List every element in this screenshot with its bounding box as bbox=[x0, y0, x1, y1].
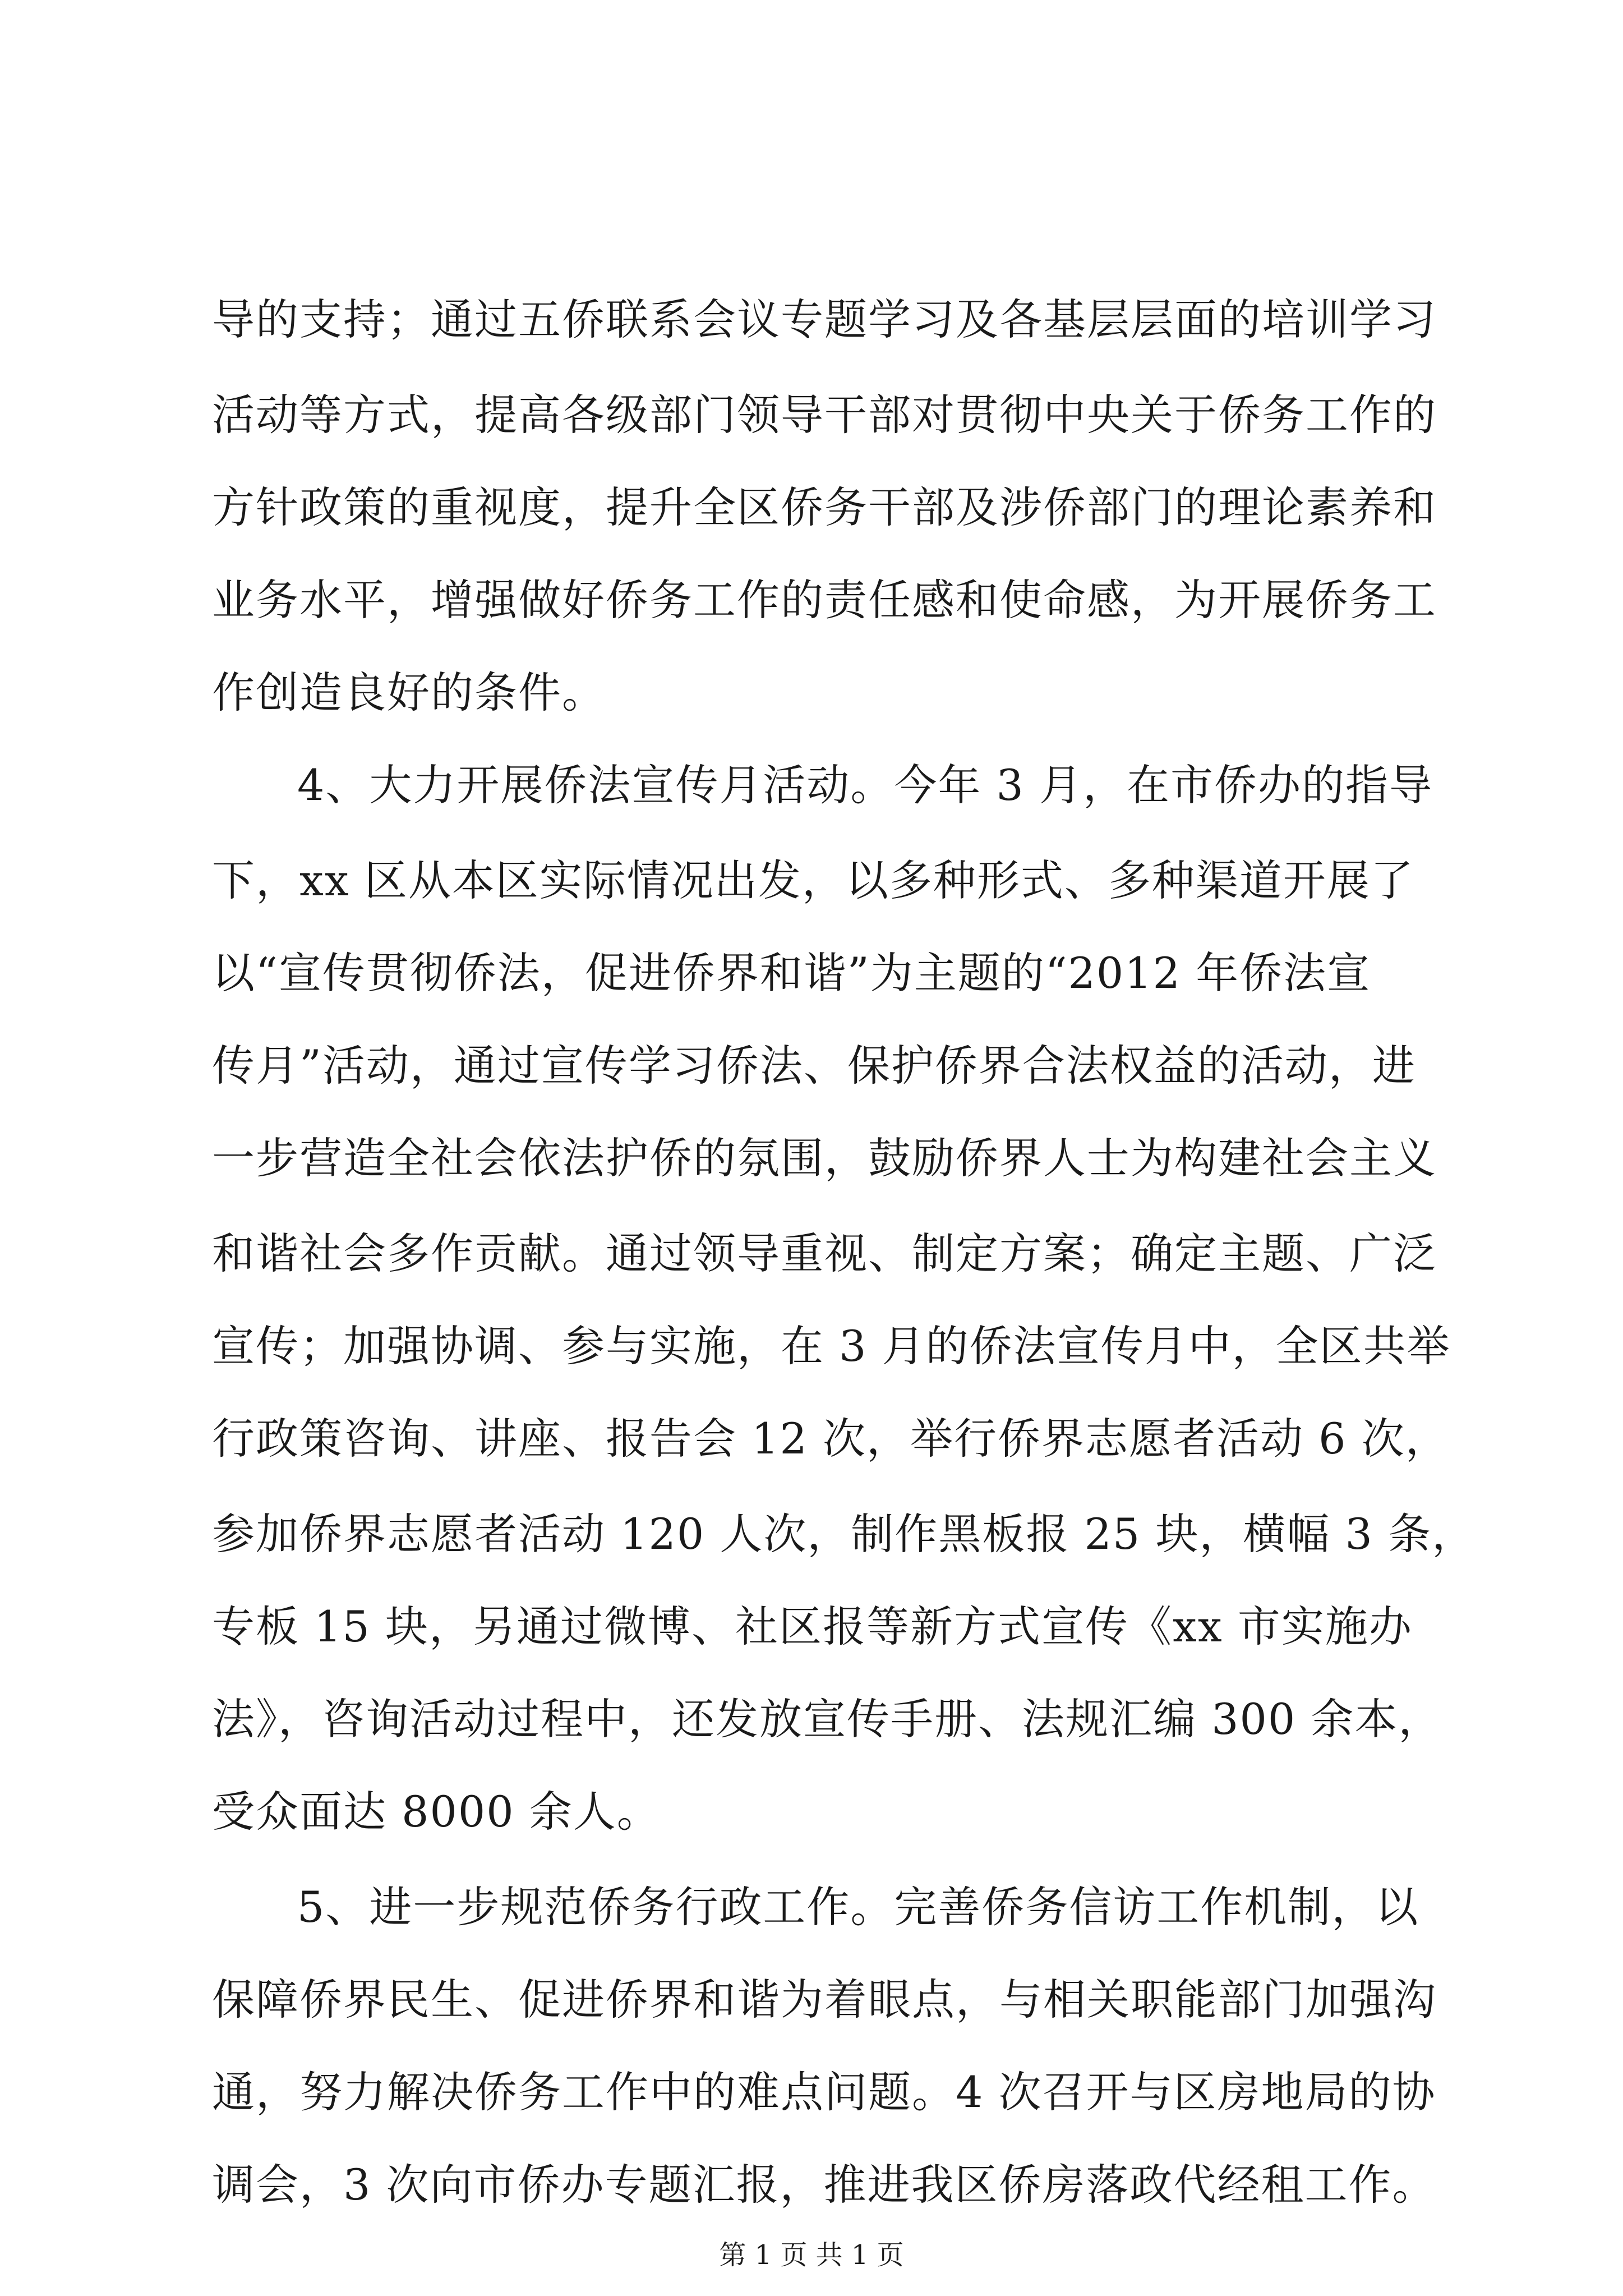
paragraph-4-first-line: 4、大力开展侨法宣传月活动。今年 3 月，在市侨办的指导 bbox=[297, 760, 1433, 810]
paragraph-5-first-line: 5、进一步规范侨务行政工作。完善侨务信访工作机制，以 bbox=[297, 1882, 1419, 1932]
text-line: 行政策咨询、讲座、报告会 12 次，举行侨界志愿者活动 6 次， bbox=[212, 1414, 1449, 1464]
text-line: 传月”活动，通过宣传学习侨法、保护侨界合法权益的活动，进 bbox=[212, 1041, 1416, 1091]
text-line: 宣传；加强协调、参与实施，在 3 月的侨法宣传月中，全区共举 bbox=[212, 1321, 1451, 1371]
text-line: 法》，咨询活动过程中，还发放宣传手册、法规汇编 300 余本， bbox=[212, 1694, 1442, 1744]
text-line: 业务水平，增强做好侨务工作的责任感和使命感，为开展侨务工 bbox=[212, 575, 1437, 625]
text-line: 保障侨界民生、促进侨界和谐为着眼点，与相关职能部门加强沟 bbox=[212, 1975, 1437, 2024]
text-line: 和谐社会多作贡献。通过领导重视、制定方案；确定主题、广泛 bbox=[212, 1228, 1437, 1278]
text-line: 活动等方式，提高各级部门领导干部对贯彻中央关于侨务工作的 bbox=[212, 390, 1437, 440]
text-line: 作创造良好的条件。 bbox=[212, 668, 606, 717]
text-line: 专板 15 块，另通过微博、社区报等新方式宣传《xx 市实施办 bbox=[212, 1602, 1413, 1651]
text-line: 受众面达 8000 余人。 bbox=[212, 1787, 661, 1837]
text-line: 参加侨界志愿者活动 120 人次，制作黑板报 25 块，横幅 3 条， bbox=[212, 1509, 1476, 1559]
text-line: 导的支持；通过五侨联系会议专题学习及各基层层面的培训学习 bbox=[212, 295, 1437, 344]
text-line: 方针政策的重视度，提升全区侨务干部及涉侨部门的理论素养和 bbox=[212, 482, 1437, 532]
text-line: 调会，3 次向市侨办专题汇报，推进我区侨房落政代经租工作。 bbox=[212, 2160, 1436, 2210]
text-line: 下，xx 区从本区实际情况出发，以多种形式、多种渠道开展了 bbox=[212, 855, 1414, 905]
page-footer: 第 1 页 共 1 页 bbox=[719, 2239, 904, 2271]
text-line: 通，努力解决侨务工作中的难点问题。4 次召开与区房地局的协 bbox=[212, 2067, 1436, 2117]
text-line: 一步营造全社会依法护侨的氛围，鼓励侨界人士为构建社会主义 bbox=[212, 1133, 1437, 1183]
text-line: 以“宣传贯彻侨法，促进侨界和谐”为主题的“2012 年侨法宣 bbox=[212, 948, 1371, 998]
